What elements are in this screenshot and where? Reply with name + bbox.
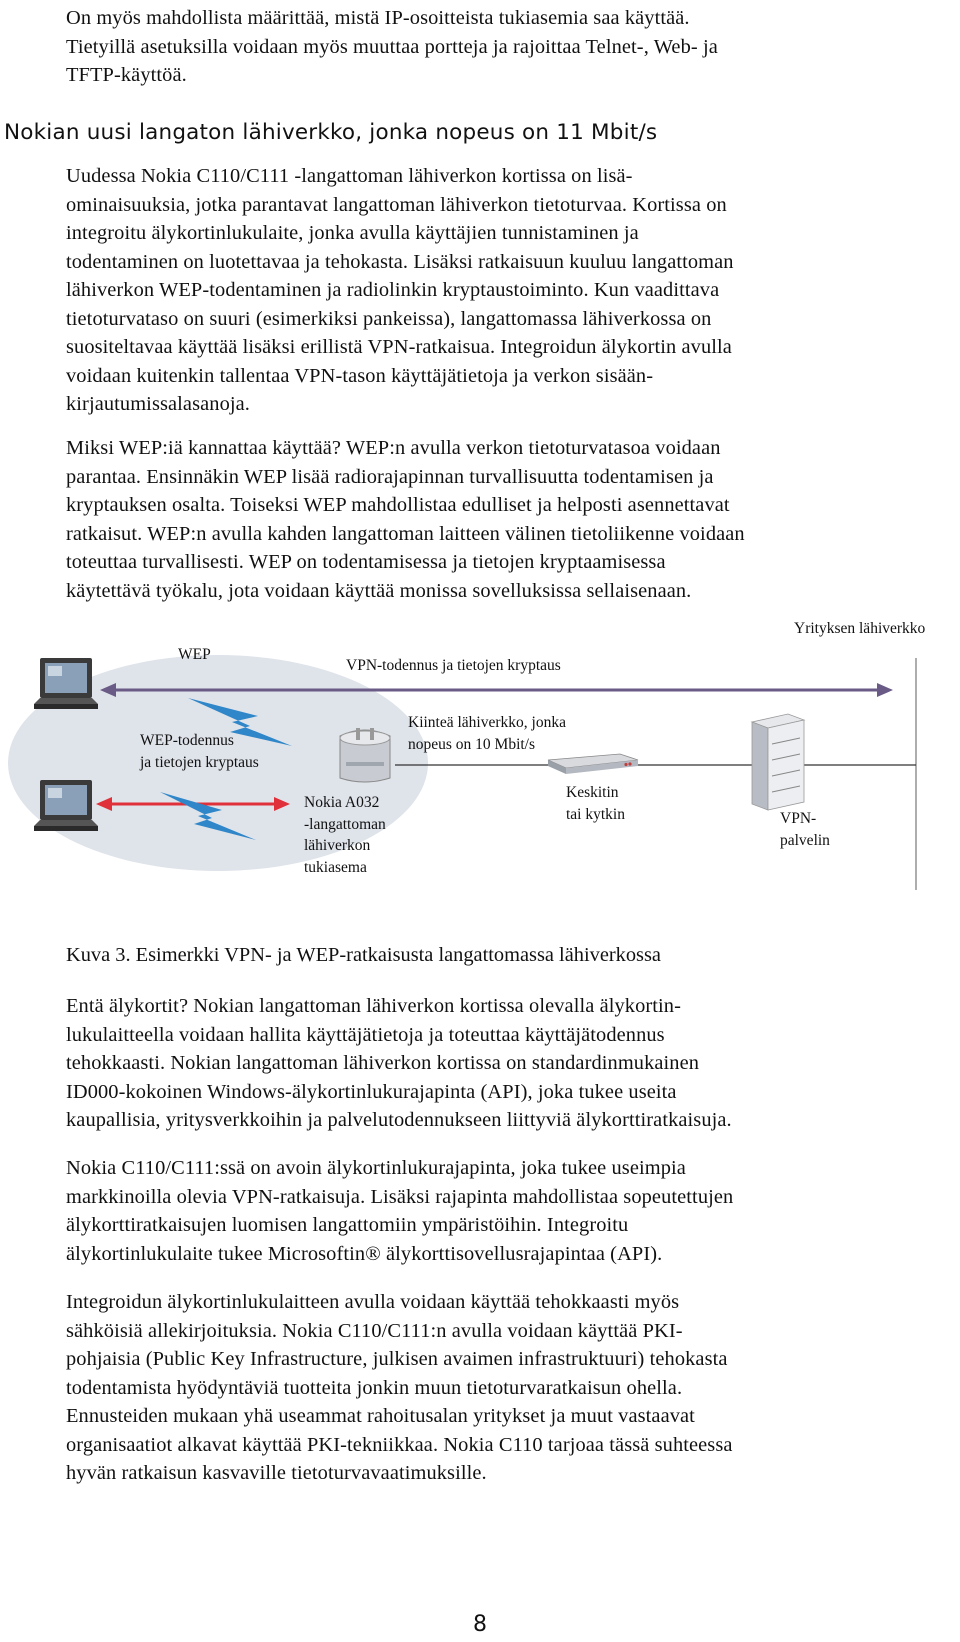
paragraph-open-interface: Nokia C110/C111:ssä on avoin älykortinlukurajapinta, joka tukee useimpia markkinoilla olevia VPN-ratkaisuja. Lisäksi rajapinta mahdollistaa sopeutettujen älykorttiratkaisujen luomisen langattomiin ympäristöihin. Integroitu älykortinlukulaite tukee Microsoftin® älykorttisovellusrajapintaa (API).	[66, 1157, 734, 1265]
laptop-icon	[34, 658, 98, 709]
hub-switch-icon	[548, 754, 638, 774]
network-diagram	[0, 620, 960, 918]
hub-label: Keskitin tai kytkin	[566, 784, 625, 823]
paragraph-smart-cards: Entä älykortit? Nokian langattoman lähiverkon kortissa olevalla älykortin- lukulaitteella voidaan hallita käyttäjätietoja ja toteuttaa käyttäjätodennus tehokkaasti. Nokian langattoman lähiverkon kortissa on standardinmukainen ID000-kokoinen Windows-älykortinlukurajapinta (API), joka tukee useita kaupallisia, yritysverkkoihin ja palvelutodennukseen liittyviä älykorttiratkaisuja.	[66, 995, 732, 1131]
section-heading: Nokian uusi langaton lähiverkko, jonka nopeus on 11 Mbit/s	[4, 120, 658, 145]
vpn-server-icon	[752, 714, 804, 810]
access-point-label: Nokia A032 -langattoman lähiverkon tukiasema	[304, 794, 386, 876]
laptop-icon	[34, 780, 98, 831]
paragraph-card-features: Uudessa Nokia C110/C111 -langattoman lähiverkon kortissa on lisä- ominaisuuksia, jotka parantavat langattoman lähiverkon tietoturvaa. Kortissa on integroitu älykortinlukulaite, jonka avulla käyttäjien tunnistaminen ja todentaminen on luotettavaa ja tehokasta. Lisäksi ratkaisuun kuuluu langattoman lähiverkon WEP-todentaminen ja radiolinkin kryptaustoiminto. Kun vaadittava tietoturvataso on suuri (esimerkiksi pankeissa), langattomassa lähiverkossa on suositeltavaa käyttää lisäksi erillistä VPN-ratkaisua. Integroidun älykortin avulla voidaan kuitenkin tallentaa VPN-tason käyttäjätietoja ja verkon sisään- kirjautumissalasanoja.	[66, 165, 734, 415]
page-number: 8	[473, 1612, 487, 1637]
vpn-authentication-label: VPN-todennus ja tietojen kryptaus	[346, 657, 561, 674]
vpn-server-label: VPN- palvelin	[780, 810, 830, 849]
fixed-lan-label: Kiinteä lähiverkko, jonka nopeus on 10 Mbit/s	[408, 714, 566, 753]
figure-caption: Kuva 3. Esimerkki VPN- ja WEP-ratkaisusta langattomassa lähiverkossa	[66, 944, 661, 966]
company-lan-label: Yrityksen lähiverkko	[794, 620, 926, 637]
access-point-icon	[340, 728, 390, 782]
paragraph-pki: Integroidun älykortinlukulaitteen avulla voidaan käyttää tehokkaasti myös sähköisiä allekirjoituksia. Nokia C110/C111:n avulla voidaan käyttää PKI- pohjaisia (Public Key Infrastructure, julkisen avaimen infrastruktuuri) tehokasta todentamista hyödyntäviä tuotteita jonkin muun tietoturvaratkaisun ohella. Ennusteiden mukaan yhä useammat rahoitusalan yritykset ja muut vastaavat organisaatiot alkavat käyttää PKI-tekniikkaa. Nokia C110 tarjoaa tässä suhteessa hyvän ratkaisun kasvaville tietoturvavaatimuksille.	[66, 1291, 733, 1484]
intro-paragraph: On myös mahdollista määrittää, mistä IP-osoitteista tukiasemia saa käyttää. Tietyillä asetuksilla voidaan myös muuttaa portteja ja rajoittaa Telnet-, Web- ja TFTP-käyttöä.	[66, 7, 718, 86]
wep-label: WEP	[178, 646, 211, 663]
paragraph-why-wep: Miksi WEP:iä kannattaa käyttää? WEP:n avulla verkon tietoturvatasoa voidaan parantaa. Ensinnäkin WEP lisää radiorajapinnan turvallisuutta todentamisen ja kryptauksen osalta. Toiseksi WEP mahdollistaa edulliset ja helposti asennettavat ratkaisut. WEP:n avulla kahden langattoman laitteen välinen tietoliikenne voidaan toteuttaa turvallisesti. WEP on todentamisessa ja tietojen kryptaamisessa käytettävä työkalu, jota voidaan käyttää monissa sovelluksissa sellaisenaan.	[66, 437, 745, 602]
wep-authentication-label: WEP-todennus ja tietojen kryptaus	[140, 732, 259, 771]
